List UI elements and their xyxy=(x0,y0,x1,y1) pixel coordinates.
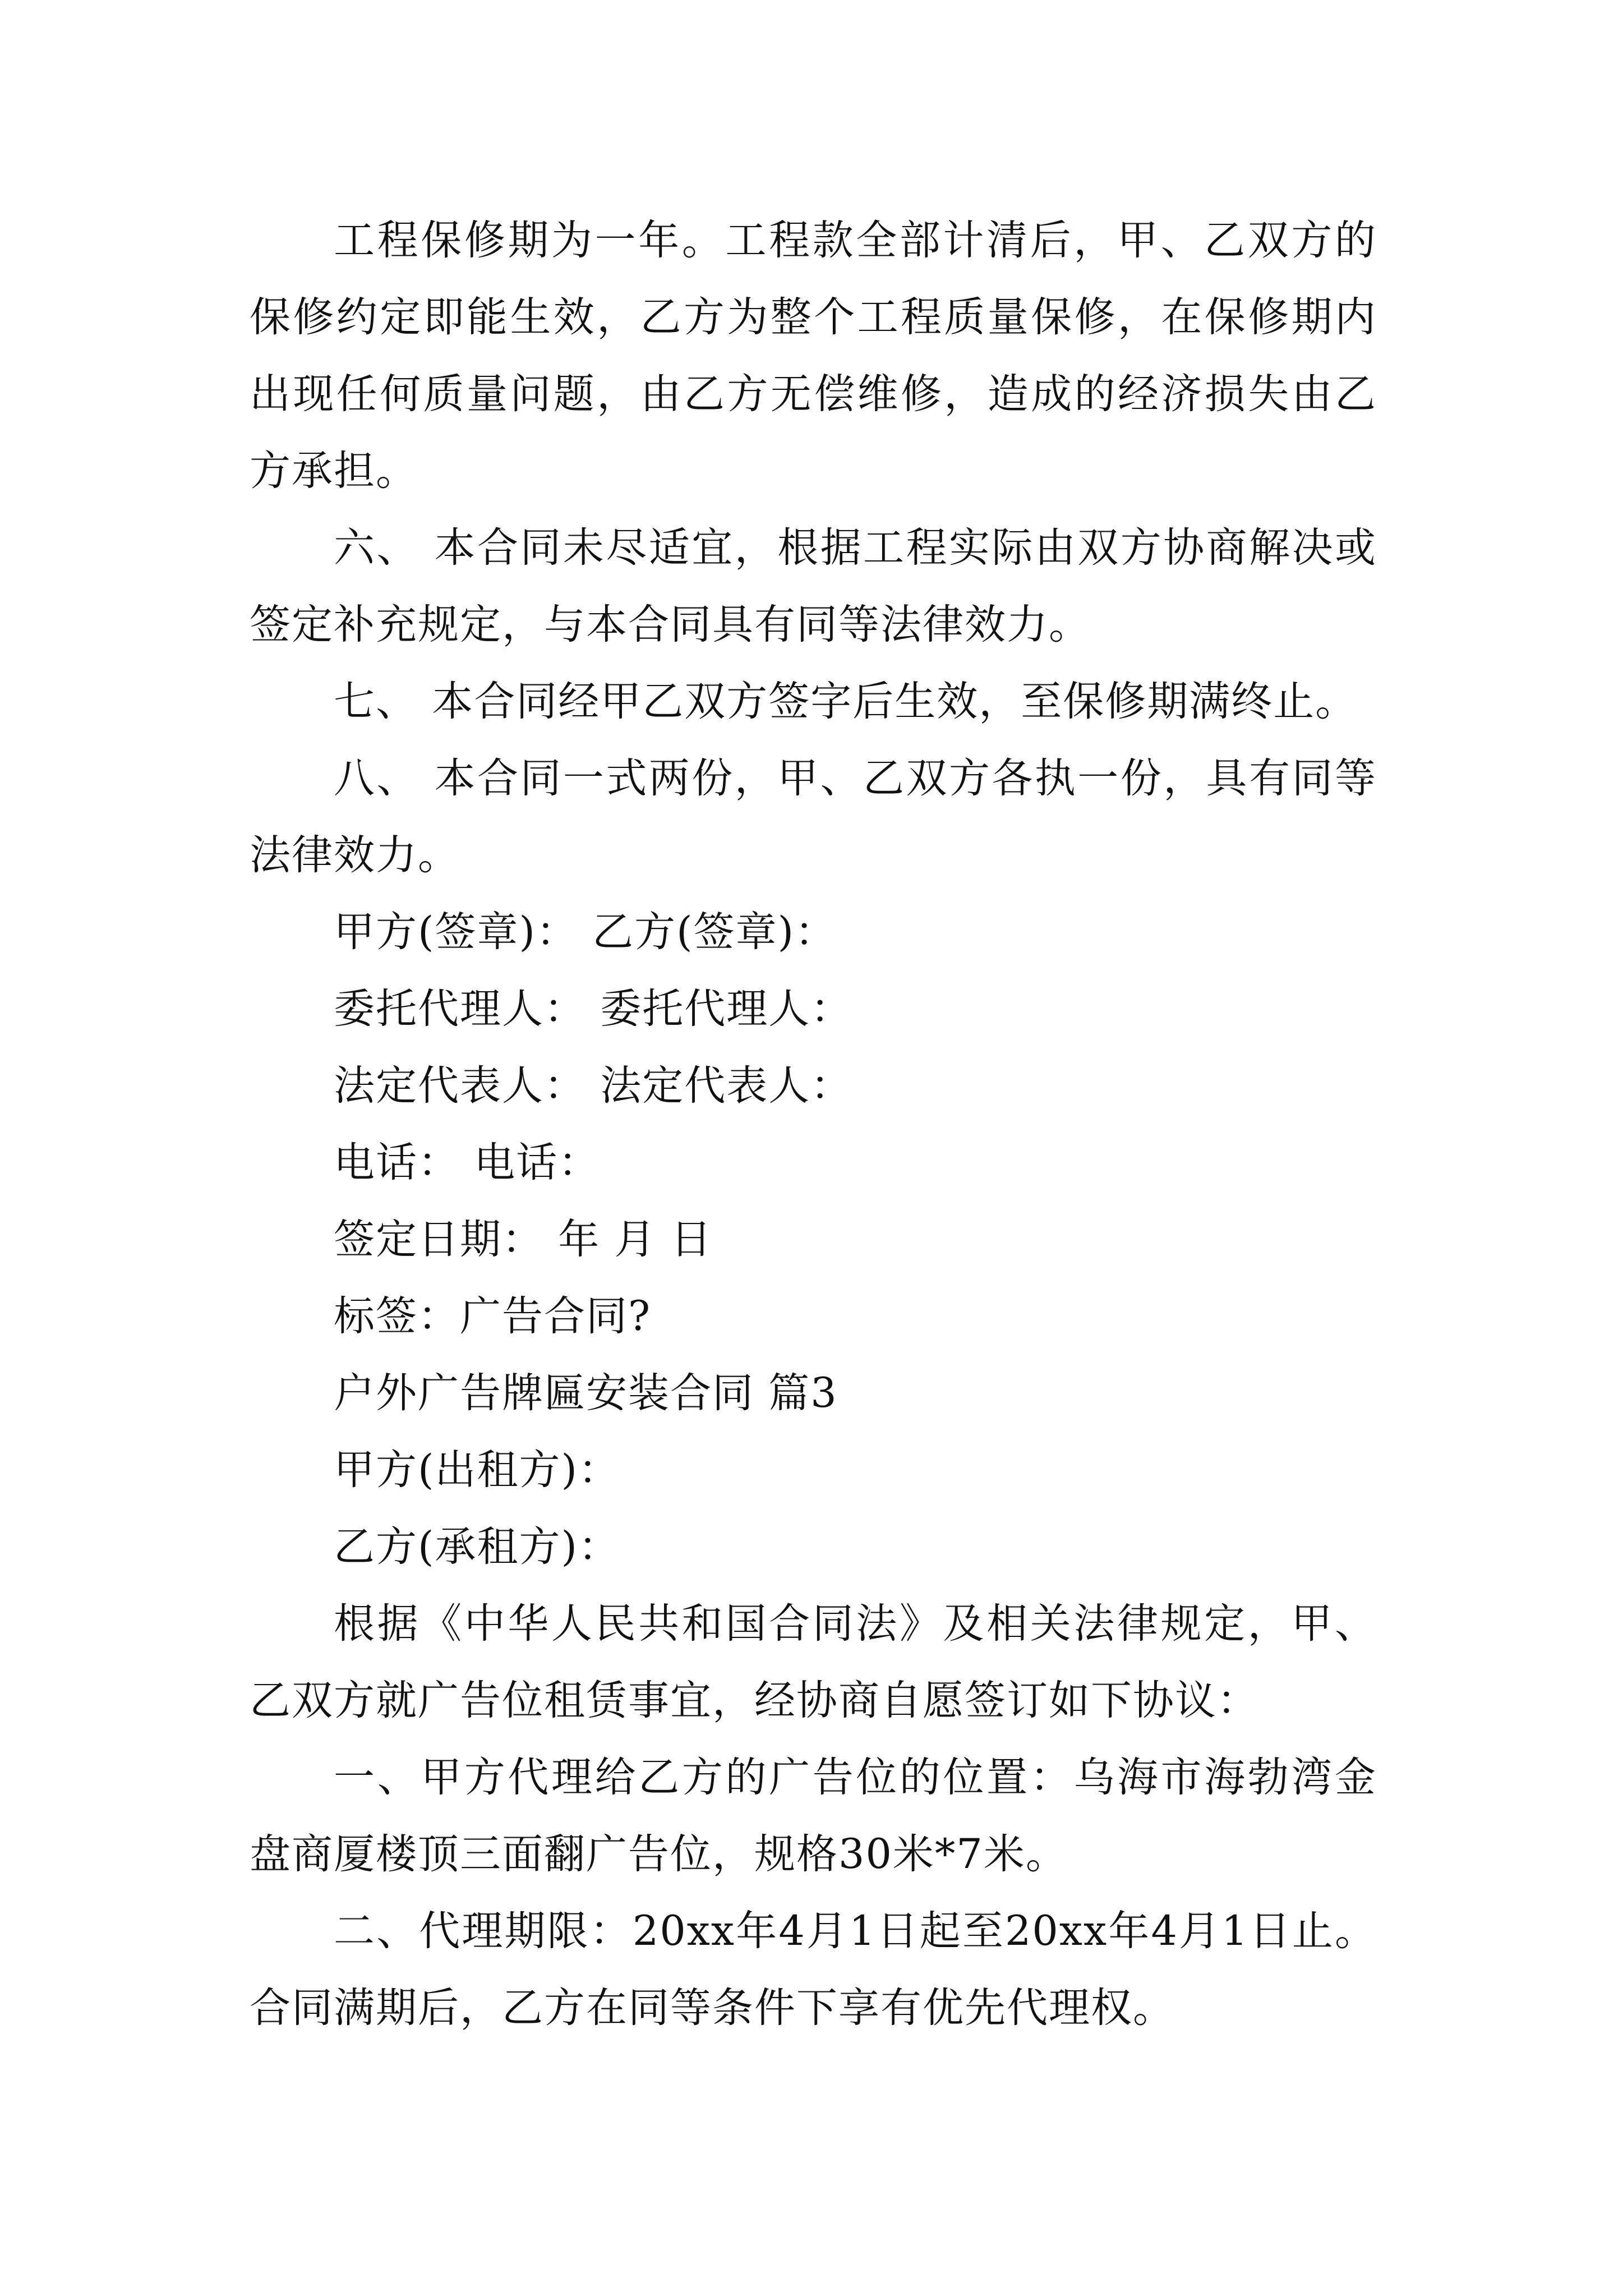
tag-line: 标签：广告合同? xyxy=(334,1292,652,1340)
section-title: 户外广告牌匾安装合同 篇3 xyxy=(334,1369,838,1417)
party-a-line: 甲方(出租方)： xyxy=(334,1446,620,1494)
party-b-line: 乙方(承租方)： xyxy=(334,1523,620,1571)
paragraph-warranty: 工程保修期为一年。工程款全部计清后，甲、乙双方的保修约定即能生效，乙方为整个工程质量保修，在保修期内出现任何质量问题，由乙方无偿维修，造成的经济损失由乙方承担。 xyxy=(250,217,1377,495)
signature-line-agent: 委托代理人： 委托代理人： xyxy=(334,985,853,1033)
paragraph-clause-7: 七、 本合同经甲乙双方签字后生效，至保修期满终止。 xyxy=(334,678,1358,725)
signature-line-phone: 电话： 电话： xyxy=(334,1139,601,1186)
document-body xyxy=(250,202,1377,2046)
paragraph-preamble: 根据《中华人民共和国合同法》及相关法律规定，甲、乙双方就广告位租赁事宜，经协商自愿签订如下协议： xyxy=(250,1600,1377,1724)
paragraph-clause-1: 一、甲方代理给乙方的广告位的位置：乌海市海勃湾金盘商厦楼顶三面翻广告位，规格30米*7米。 xyxy=(250,1754,1377,1878)
paragraph-clause-6: 六、 本合同未尽适宜，根据工程实际由双方协商解决或签定补充规定，与本合同具有同等法律效力。 xyxy=(250,524,1377,648)
signature-line-representative: 法定代表人： 法定代表人： xyxy=(334,1062,853,1110)
signature-line-party: 甲方(签章)： 乙方(签章)： xyxy=(334,908,837,956)
paragraph-clause-8: 八、 本合同一式两份，甲、乙双方各执一份，具有同等法律效力。 xyxy=(250,754,1377,879)
signature-line-date: 签定日期： 年 月 日 xyxy=(334,1216,713,1263)
paragraph-clause-2: 二、代理期限：20xx年4月1日起至20xx年4月1日止。合同满期后，乙方在同等条件下享有优先代理权。 xyxy=(250,1907,1377,2032)
